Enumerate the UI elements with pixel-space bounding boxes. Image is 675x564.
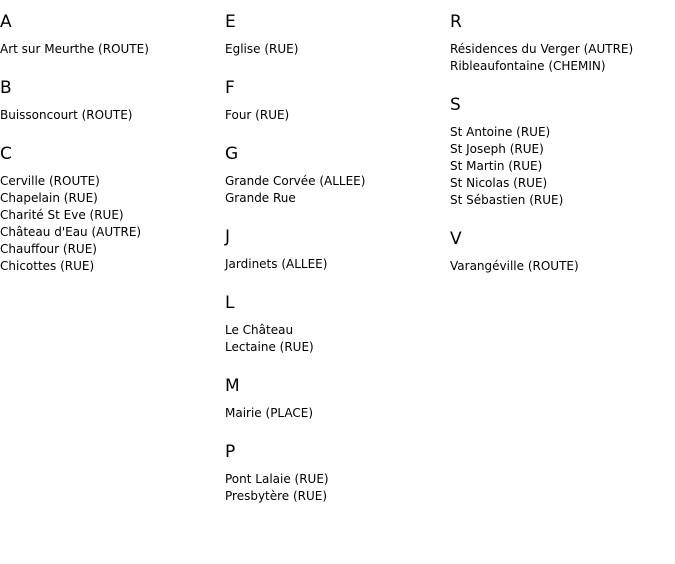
street-link[interactable]: St Joseph (RUE) (450, 142, 544, 156)
street-list (0, 107, 225, 124)
street-link[interactable]: St Nicolas (RUE) (450, 176, 548, 190)
letter-group (225, 226, 450, 273)
street-list (0, 173, 225, 275)
street-link[interactable]: Four (RUE) (225, 108, 290, 122)
letter-group (225, 143, 450, 207)
street-link[interactable]: St Martin (RUE) (450, 159, 543, 173)
letter-heading: M (225, 376, 241, 396)
letter-heading: F (225, 78, 236, 98)
street-list (225, 173, 450, 207)
street-link[interactable]: Charité St Eve (RUE) (0, 208, 124, 222)
street-link[interactable]: Ribleaufontaine (CHEMIN) (450, 59, 606, 73)
street-link[interactable]: Pont Lalaie (RUE) (225, 472, 329, 486)
street-list (225, 256, 450, 273)
letter-heading: E (225, 12, 237, 32)
letter-heading: C (0, 144, 13, 164)
street-link[interactable]: Jardinets (ALLEE) (225, 257, 328, 271)
street-link[interactable]: Presbytère (RUE) (225, 489, 328, 503)
letter-group (450, 94, 675, 209)
index-column (0, 0, 225, 275)
letter-group (0, 77, 225, 124)
index-column (225, 0, 450, 505)
street-link[interactable]: Eglise (RUE) (225, 42, 299, 56)
letter-heading: V (450, 229, 463, 249)
street-link[interactable]: Mairie (PLACE) (225, 406, 314, 420)
street-link[interactable]: Chauffour (RUE) (0, 242, 97, 256)
letter-group (225, 11, 450, 58)
street-list (225, 107, 450, 124)
letter-heading: B (0, 78, 13, 98)
street-list (225, 405, 450, 422)
street-list (450, 124, 675, 209)
street-list (225, 471, 450, 505)
letter-group (225, 77, 450, 124)
street-link[interactable]: Chapelain (RUE) (0, 191, 98, 205)
street-link[interactable]: Château d'Eau (AUTRE) (0, 225, 142, 239)
street-link[interactable]: St Sébastien (RUE) (450, 193, 564, 207)
street-list (225, 41, 450, 58)
letter-group (225, 375, 450, 422)
street-link[interactable]: Grande Rue (225, 191, 296, 205)
index-column (450, 0, 675, 275)
street-link[interactable]: Le Château (225, 323, 294, 337)
letter-group (0, 143, 225, 275)
street-list (450, 41, 675, 75)
street-link[interactable]: Art sur Meurthe (ROUTE) (0, 42, 149, 56)
street-link[interactable]: Lectaine (RUE) (225, 340, 314, 354)
letter-heading: J (225, 227, 231, 247)
street-link[interactable]: Résidences du Verger (AUTRE) (450, 42, 634, 56)
letter-group (450, 11, 675, 75)
street-list (0, 41, 225, 58)
street-link[interactable]: Buissoncourt (ROUTE) (0, 108, 133, 122)
street-list (450, 258, 675, 275)
street-link[interactable]: Cerville (ROUTE) (0, 174, 100, 188)
street-link[interactable]: Grande Corvée (ALLEE) (225, 174, 366, 188)
letter-heading: P (225, 442, 236, 462)
street-link[interactable]: Chicottes (RUE) (0, 259, 95, 273)
letter-group (450, 228, 675, 275)
letter-group (0, 11, 225, 58)
letter-heading: G (225, 144, 239, 164)
street-link[interactable]: St Antoine (RUE) (450, 125, 551, 139)
street-link[interactable]: Varangéville (ROUTE) (450, 259, 579, 273)
letter-group (225, 292, 450, 356)
letter-heading: A (0, 12, 13, 32)
letter-heading: R (450, 12, 463, 32)
letter-heading: L (225, 293, 235, 313)
letter-heading: S (450, 95, 462, 115)
letter-group (225, 441, 450, 505)
street-list (225, 322, 450, 356)
